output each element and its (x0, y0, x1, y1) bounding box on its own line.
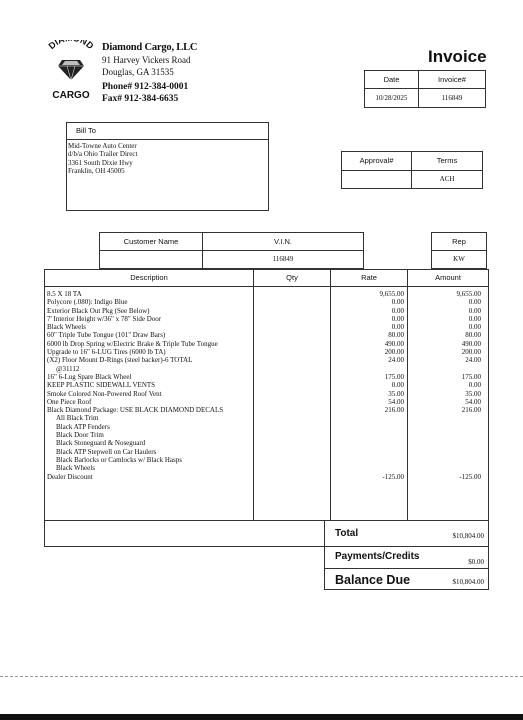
col-header-qty: Qty (253, 269, 331, 287)
line-item-rate (332, 464, 404, 472)
total-value: $10,804.00 (452, 532, 484, 540)
line-item-rate: 175.00 (384, 372, 404, 381)
line-item-amount (409, 448, 481, 456)
payments-credits-value: $0.00 (468, 558, 484, 566)
line-item-amount (409, 365, 481, 373)
line-item-rate: 0.00 (391, 306, 404, 315)
line-item-description: 8.5 X 18 TA (47, 290, 82, 298)
totals-divider (324, 546, 489, 547)
bill-to-line: 3361 South Dixie Hwy (68, 158, 133, 167)
company-phone: Phone# 912-384-0001 (102, 82, 189, 92)
line-item-rate: 200.00 (384, 348, 404, 357)
line-item-amount: 0.00 (468, 314, 481, 323)
line-item-rate: 80.00 (388, 331, 404, 340)
line-item-amount: 54.00 (465, 397, 481, 406)
line-item-description: 16" 6-Lug Spare Black Wheel (47, 372, 132, 381)
line-item-description: Exterior Black Out Pkg (See Below) (47, 306, 150, 315)
payments-credits-label: Payments/Credits (335, 551, 420, 562)
line-item-rate (332, 414, 404, 422)
logo-text-top: DI ND (46, 40, 96, 52)
rate-column (332, 290, 404, 481)
line-item-rate (332, 456, 404, 464)
invoice-title: Invoice (428, 47, 487, 66)
line-item-description: Black ATP Stepwell on Car Haulers (56, 447, 157, 456)
line-item-amount: 9,655.00 (456, 290, 481, 298)
line-item-rate: 490.00 (384, 339, 404, 348)
line-item-rate: 0.00 (391, 314, 404, 323)
footer-rule (0, 676, 523, 678)
line-item-amount (409, 456, 481, 464)
line-item-description: Black Wheels (56, 464, 95, 473)
line-item-description: 60" Triple Tube Tongue (101" Draw Bars) (47, 331, 166, 340)
line-item-description: (X2) Floor Mount D-Rings (steel backer)-6 TOTAL (47, 356, 193, 365)
line-item-description: Black ATP Fenders (56, 422, 110, 431)
line-item-amount (409, 439, 481, 447)
line-item-description: Black Barlocks or Camlocks w/ Black Hasps (56, 455, 182, 464)
line-item-description: Black Door Trim (56, 431, 104, 440)
line-item-rate: 24.00 (388, 356, 404, 365)
line-item-amount (409, 431, 481, 439)
line-item-rate: 35.00 (388, 389, 404, 398)
line-item-description: 7' Interior Height w/36" x 78" Side Door (47, 314, 162, 323)
logo-text-bottom: CARGO (52, 90, 90, 101)
company-address-line1: 91 Harvey Vickers Road (102, 55, 191, 65)
line-item-amount: 80.00 (465, 331, 481, 340)
line-item-description: 6000 lb Drop Spring w/Electric Brake & Triple Tube Tongue (47, 339, 218, 348)
line-item-rate (332, 448, 404, 456)
line-item-rate: 216.00 (384, 406, 404, 415)
line-item-description: Polycore (.080): Indigo Blue (47, 298, 128, 307)
svg-text:DIAMOND (46, 40, 95, 51)
line-item-amount: 24.00 (465, 356, 481, 365)
line-item-rate: 0.00 (391, 298, 404, 307)
col-header-description: Description (44, 269, 254, 287)
col-divider (253, 286, 254, 520)
diamond-logo-icon (40, 40, 102, 106)
invoice-number: 116849 (418, 88, 486, 108)
line-item-amount: -125.00 (459, 472, 481, 481)
rep-value: KW (431, 250, 487, 269)
line-item-amount (409, 464, 481, 472)
balance-due-label: Balance Due (335, 573, 411, 587)
line-item-rate: 9,655.00 (379, 290, 404, 298)
line-item-rate: 0.00 (391, 323, 404, 332)
line-item-description: All Black Trim (56, 414, 99, 423)
line-item-rate (332, 423, 404, 431)
line-item-amount (409, 423, 481, 431)
line-item-amount: 175.00 (461, 372, 481, 381)
bill-to-address (68, 142, 137, 175)
col-header-rate: Rate (330, 269, 408, 287)
vin-value: 116849 (202, 250, 364, 269)
invoice-number-label: Invoice# (418, 70, 486, 89)
company-fax: Fax# 912-384-6635 (102, 94, 179, 104)
line-item-rate: -125.00 (382, 472, 404, 481)
col-divider (330, 286, 331, 520)
bill-to-line: Franklin, OH 45005 (68, 166, 125, 175)
line-item-amount (409, 414, 481, 422)
terms-label: Terms (411, 151, 483, 171)
line-item-description: Black Wheels (47, 323, 86, 332)
balance-due-value: $10,804.00 (452, 578, 484, 586)
total-label: Total (335, 528, 359, 539)
invoice-date: 10/28/2025 (364, 88, 419, 108)
bill-to-line: Mid-Towne Auto Center (68, 142, 137, 150)
line-item-description: Dealer Discount (47, 472, 93, 481)
customer-name-label: Customer Name (99, 232, 203, 251)
line-item-amount: 0.00 (468, 306, 481, 315)
line-item-rate: 0.00 (391, 381, 404, 390)
bill-to-label: Bill To (66, 122, 269, 140)
terms-value: ACH (411, 170, 483, 189)
line-item-description: Black Diamond Package: USE BLACK DIAMOND DECALS (47, 406, 224, 415)
line-item-description: Smoke Colored Non-Powered Roof Vent (47, 389, 162, 398)
line-item-description: Upgrade to 16" 6-LUG Tires (6000 lb TA) (47, 348, 166, 357)
col-divider (407, 286, 408, 520)
table-bottom-line (44, 520, 325, 521)
bill-to-line: d/b/a Ohio Trailer Direct (68, 150, 138, 159)
line-item-amount: 0.00 (468, 298, 481, 307)
approval-value (341, 170, 412, 189)
approval-label: Approval# (341, 151, 412, 171)
company-address-line2: Douglas, GA 31535 (102, 67, 174, 77)
col-header-amount: Amount (407, 269, 489, 287)
line-item-amount: 0.00 (468, 323, 481, 332)
amount-column (409, 290, 481, 481)
line-item-amount: 490.00 (461, 339, 481, 348)
vin-label: V.I.N. (202, 232, 364, 251)
line-item-description: KEEP PLASTIC SIDEWALL VENTS (47, 381, 156, 390)
date-label: Date (364, 70, 419, 89)
totals-divider (324, 568, 489, 569)
line-item-rate (332, 431, 404, 439)
line-item-amount: 35.00 (465, 389, 481, 398)
line-item-description: @31112 (56, 364, 80, 373)
line-item-rate: 54.00 (388, 397, 404, 406)
line-item-rate (332, 439, 404, 447)
company-logo (40, 40, 102, 106)
line-item-amount: 0.00 (468, 381, 481, 390)
description-column (47, 290, 252, 481)
line-item-amount: 200.00 (461, 348, 481, 357)
customer-name-value (99, 250, 203, 269)
line-item-description: One Piece Roof (47, 397, 92, 406)
line-item-rate (332, 365, 404, 373)
rep-label: Rep (431, 232, 487, 251)
company-name: Diamond Cargo, LLC (102, 42, 198, 53)
footer-bar (0, 714, 523, 720)
line-item-amount: 216.00 (461, 406, 481, 415)
line-item-description: Black Stoneguard & Noseguard (56, 439, 146, 448)
